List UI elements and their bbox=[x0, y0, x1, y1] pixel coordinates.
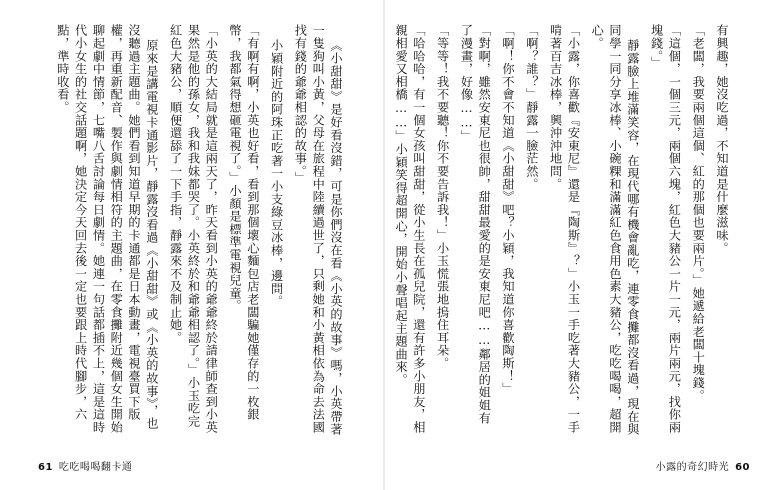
page-number: 60 bbox=[735, 462, 750, 473]
paragraph: 「有啊有啊，小英也好看，看到那個壞心麵包店老闆騙她僅存的一枚銀幣，我都氣得想砸電視了。」小顏是標準電視兒童。 bbox=[228, 24, 260, 421]
paragraph: 「這個，一個三元，兩個六塊，紅色大豬公一片一元，兩片兩元，找你兩塊錢。」 bbox=[649, 24, 682, 434]
paragraph: 靜露臉上堆滿笑容，在現代哪有機會亂吃，連零食攤都沒看過，現在與同學一同分享冰棒、小碗粿和滿滿紅色食用色素大豬公，吃吃喝喝，超開心。 bbox=[590, 24, 640, 436]
running-title: 吃吃喝喝翻卡通 bbox=[58, 462, 133, 473]
paragraph: 「小英的大結局就是這兩天了，昨天看到小英的爺爺終於請律師查到小英果然是他的孫女，我和我妹都哭了。小英終於和爺爺相認了。」小玉吃完紅色大豬公，順便還舔了一下手指，靜露來不及制止她。 bbox=[168, 24, 219, 434]
right-page-text bbox=[394, 24, 730, 436]
paragraph: 「小露，你喜歡『安東尼』還是『陶斯』？」小玉一手吃著大豬公，一手啃著百吉冰棒，興沖沖地問。 bbox=[548, 24, 581, 434]
paragraph: 原來是講電視卡通影片，靜露沒看過《小甜甜》或《小英的故事》，也沒聽過主題曲。她們看到知道早期的卡通都是日本動畫，電視臺買下版權，再重新配音、製作與劇情相符的主題曲，在零食攤附近幾個女生開始聊起劇中情節，七嘴八舌討論每日劇情。她連一句話都插不上，這是這時代小女生的社交話題啊，她決定今天回去後一定也要跟上時代腳步，六點，準時收看。 bbox=[55, 24, 159, 434]
paragraph: 「等等！我不要聽！你不要告訴我！」小玉慌張地摀住耳朵。 bbox=[435, 24, 450, 370]
paragraph: 「啊！你不會不知道《小甜甜》吧？小穎，我知道你喜歡陶斯！」 bbox=[501, 24, 516, 396]
left-page bbox=[0, 0, 383, 490]
paragraph: 「哈哈哈，有一個女孩叫甜甜，從小生長在孤兒院，還有許多小朋友，相親相愛又相橋……」小穎笑得超開心，開始小聲唱起主題曲來。 bbox=[394, 24, 426, 434]
left-page-text bbox=[55, 24, 344, 436]
paragraph: 小穎附近的阿珠正吃著一小支綠豆冰棒，邊問。 bbox=[269, 38, 284, 308]
paragraph: 「啊？誰？」靜露一臉茫然。 bbox=[524, 24, 539, 191]
right-page bbox=[385, 0, 768, 490]
paragraph: 「對啊，雖然安東尼也很帥，甜甜最愛的是安東尼吧……鄰居的姐姐有了漫畫，好像……」 bbox=[459, 24, 492, 425]
paragraph: 《小甜甜》是好看沒錯，可是你們沒在看《小英的故事》嗎，小英帶著一隻狗叫小黃，父母在旅程中陸續過世了，只剩她和小黃相依為命去法國找有錢的爺爺相認的故事。」 bbox=[293, 24, 343, 436]
page-number: 61 bbox=[38, 462, 53, 473]
running-title: 小露的奇幻時光 bbox=[655, 462, 730, 473]
paragraph: 「老闆，我要兩個這個、紅的那個也要兩片。」她遞給老闆十塊錢。 bbox=[691, 24, 706, 402]
right-page-footer bbox=[656, 458, 750, 473]
paragraph: 有興趣，她沒吃過，不知道是什麼滋味。 bbox=[715, 24, 729, 255]
left-page-footer bbox=[38, 458, 132, 473]
